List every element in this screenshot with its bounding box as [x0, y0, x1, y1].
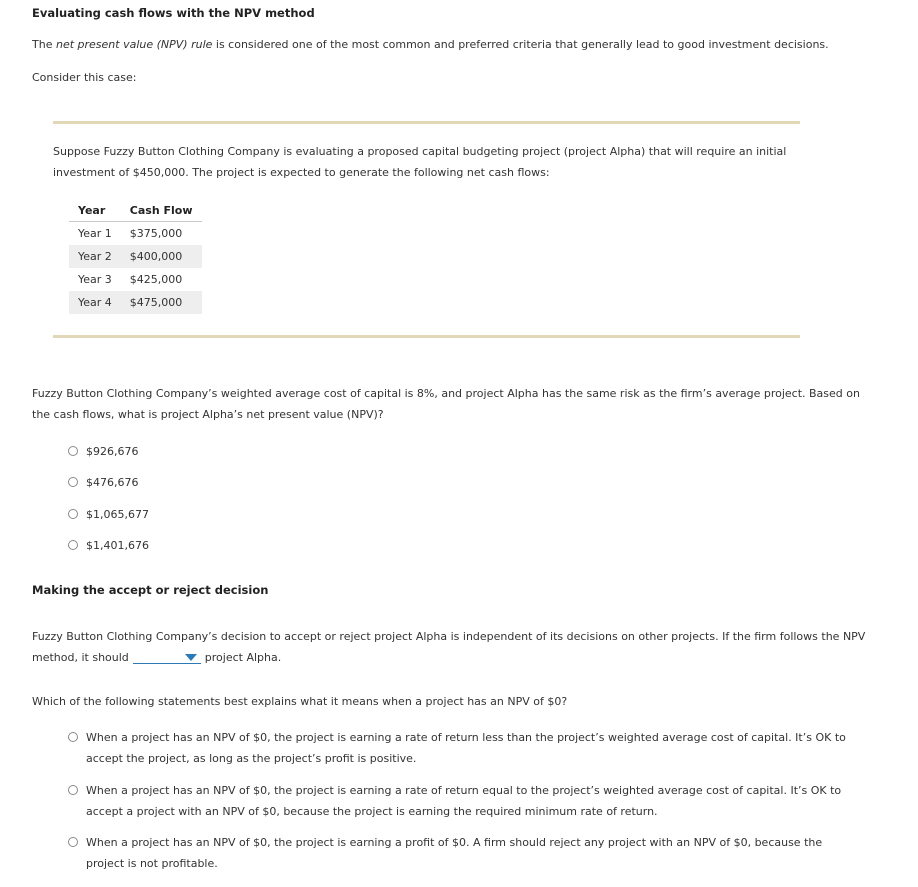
option-label: When a project has an NPV of $0, the project is earning a rate of return less than the project’s weighted average cost of capital. It’s OK to accept the project, as long as the project’s profit is positive.: [86, 731, 846, 765]
option-label: $476,676: [86, 476, 139, 489]
npv-option-1[interactable]: [68, 441, 139, 462]
section-title: Making the accept or reject decision: [32, 583, 269, 597]
page-title: Evaluating cash flows with the NPV method: [32, 6, 315, 20]
case-text: Suppose Fuzzy Button Clothing Company is evaluating a proposed capital budgeting project (project Alpha) that will require an initial investment of $450,000. The project is expected to generate the following net cash flows:: [53, 145, 787, 179]
decision-dropdown[interactable]: [133, 649, 201, 664]
year-cell: Year 1: [78, 227, 112, 240]
intro-emphasis: net present value (NPV) rule: [55, 38, 213, 51]
statement-option-3[interactable]: [68, 832, 856, 874]
statement-option-2[interactable]: [68, 780, 856, 822]
cash-flow-cell: $475,000: [121, 291, 202, 314]
table-row: [69, 268, 202, 291]
decision-text-after: project Alpha.: [204, 651, 282, 664]
statement-option-1[interactable]: [68, 727, 856, 769]
intro-after: is considered one of the most common and preferred criteria that generally lead to good investment decisions.: [212, 38, 829, 51]
table-row: [69, 222, 202, 246]
zero-npv-question: Which of the following statements best explains what it means when a project has an NPV of $0?: [32, 695, 568, 708]
case-top-divider: [53, 121, 800, 124]
option-label: When a project has an NPV of $0, the project is earning a profit of $0. A firm should reject any project with an NPV of $0, because the project is not profitable.: [86, 836, 823, 870]
npv-option-4[interactable]: [68, 535, 149, 556]
case-bottom-divider: [53, 335, 800, 338]
cash-flow-cell: $425,000: [129, 273, 183, 286]
cash-flow-table: [69, 199, 202, 314]
table-header-row: [69, 199, 202, 222]
radio-button[interactable]: [68, 477, 78, 487]
npv-option-3[interactable]: [68, 504, 149, 525]
consider-label: Consider this case:: [32, 71, 137, 84]
radio-button[interactable]: [68, 446, 78, 456]
npv-question: Fuzzy Button Clothing Company’s weighted average cost of capital is 8%, and project Alpha has the same risk as the firm’s average project. Based on the cash flows, what is project Alpha’s net present value (NPV)?: [32, 387, 860, 421]
header-cash-flow: Cash Flow: [121, 199, 202, 222]
option-label: When a project has an NPV of $0, the project is earning a rate of return equal to the project’s weighted average cost of capital. It’s OK to accept a project with an NPV of $0, because the project is earning the required minimum rate of return.: [86, 784, 842, 818]
radio-button[interactable]: [68, 785, 78, 795]
year-cell: Year 2: [69, 245, 121, 268]
radio-button[interactable]: [68, 509, 78, 519]
option-label: $1,065,677: [86, 508, 149, 521]
caret-down-icon[interactable]: [185, 654, 197, 661]
intro-paragraph: [32, 34, 892, 55]
radio-button[interactable]: [68, 837, 78, 847]
option-label: $1,401,676: [86, 539, 149, 552]
decision-question: [32, 626, 882, 668]
year-cell: Year 3: [78, 273, 112, 286]
intro-before: The: [32, 38, 56, 51]
cash-flow-cell: $400,000: [121, 245, 202, 268]
npv-option-2[interactable]: [68, 472, 139, 493]
year-cell: Year 4: [69, 291, 121, 314]
decision-text-before: Fuzzy Button Clothing Company’s decision to accept or reject project Alpha is independent of its decisions on other projects. If the firm follows the NPV method, it should: [32, 630, 866, 664]
table-row: [69, 291, 202, 314]
option-label: $926,676: [86, 445, 139, 458]
table-row: [69, 245, 202, 268]
radio-button[interactable]: [68, 732, 78, 742]
radio-button[interactable]: [68, 540, 78, 550]
cash-flow-cell: $375,000: [129, 227, 183, 240]
header-year: Year: [69, 199, 121, 222]
